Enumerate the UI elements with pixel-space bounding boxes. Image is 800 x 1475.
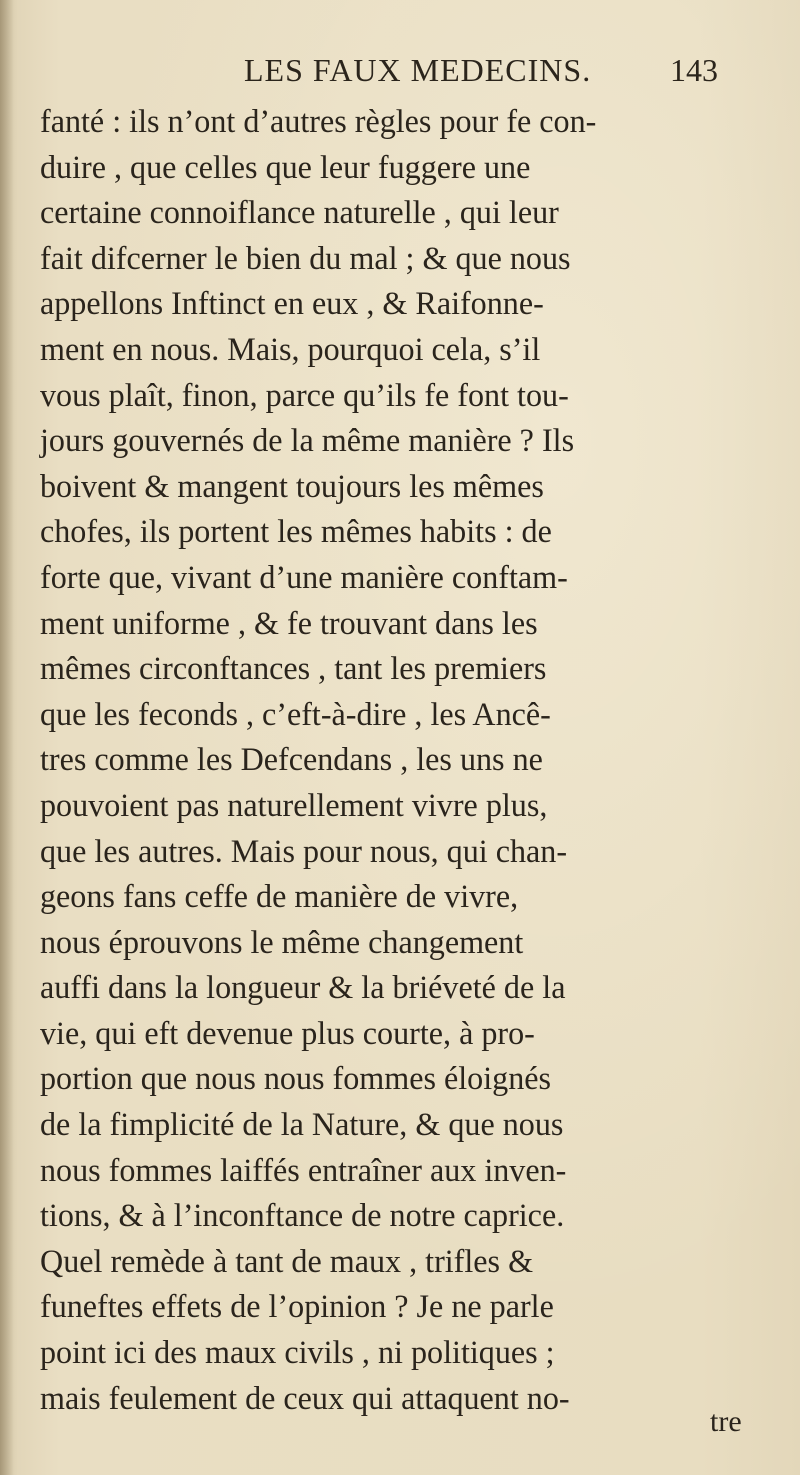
text-line: jours gouvernés de la même manière ? Ils (40, 423, 575, 460)
text-line: nous éprouvons le même changement (40, 924, 524, 961)
text-line: auffi dans la longueur & la briéveté de la (40, 970, 566, 1007)
text-line: Quel remède à tant de maux , trifles & (40, 1243, 534, 1280)
text-line: appellons Inftinct en eux , & Raifonne- (40, 286, 544, 323)
text-line: fanté : ils n’ont d’autres règles pour fe con- (40, 104, 597, 140)
text-line: fait difcerner le bien du mal ; & que nous (40, 240, 571, 277)
text-line: mêmes circonftances , tant les premiers (40, 651, 547, 688)
text-line: nous fommes laiffés entraîner aux inven- (40, 1152, 567, 1189)
text-line: duire , que celles que leur fuggere une (40, 149, 531, 186)
gutter-shadow (0, 0, 14, 1475)
text-line: certaine connoiflance naturelle , qui leur (40, 195, 559, 232)
text-line: vie, qui eft devenue plus courte, à pro- (40, 1015, 535, 1052)
text-line: funeftes effets de l’opinion ? Je ne parle (40, 1289, 554, 1326)
text-line: geons fans ceffe de manière de vivre, (40, 879, 519, 916)
text-line: portion que nous nous fommes éloignés (40, 1061, 552, 1098)
text-line: que les autres. Mais pour nous, qui chan- (40, 833, 568, 870)
text-line: ment en nous. Mais, pourquoi cela, s’il (40, 331, 541, 368)
text-line: boivent & mangent toujours les mêmes (40, 468, 544, 505)
catchword: tre (710, 1405, 742, 1438)
text-line: tres comme les Defcendans , les uns ne (40, 742, 543, 779)
text-line: chofes, ils portent les mêmes habits : de (40, 514, 552, 551)
running-head: LES FAUX MEDECINS. (244, 52, 592, 88)
text-line: pouvoient pas naturellement vivre plus, (40, 787, 548, 824)
text-line: forte que, vivant d’une manière conftam- (40, 559, 568, 596)
text-line: ment uniforme , & fe trouvant dans les (40, 605, 538, 642)
text-line: tions, & à l’inconftance de notre caprice. (40, 1198, 565, 1235)
text-line: que les feconds , c’eft-à-dire , les Ancê- (40, 696, 551, 733)
text-line: de la fimplicité de la Nature, & que nous (40, 1107, 564, 1144)
page-number: 143 (670, 52, 718, 88)
page-header (0, 52, 800, 92)
text-line: mais feulement de ceux qui attaquent no- (40, 1380, 570, 1417)
body-text (40, 100, 780, 1422)
text-line: point ici des maux civils , ni politiques ; (40, 1335, 555, 1372)
text-line: vous plaît, finon, parce qu’ils fe font tou- (40, 377, 569, 414)
